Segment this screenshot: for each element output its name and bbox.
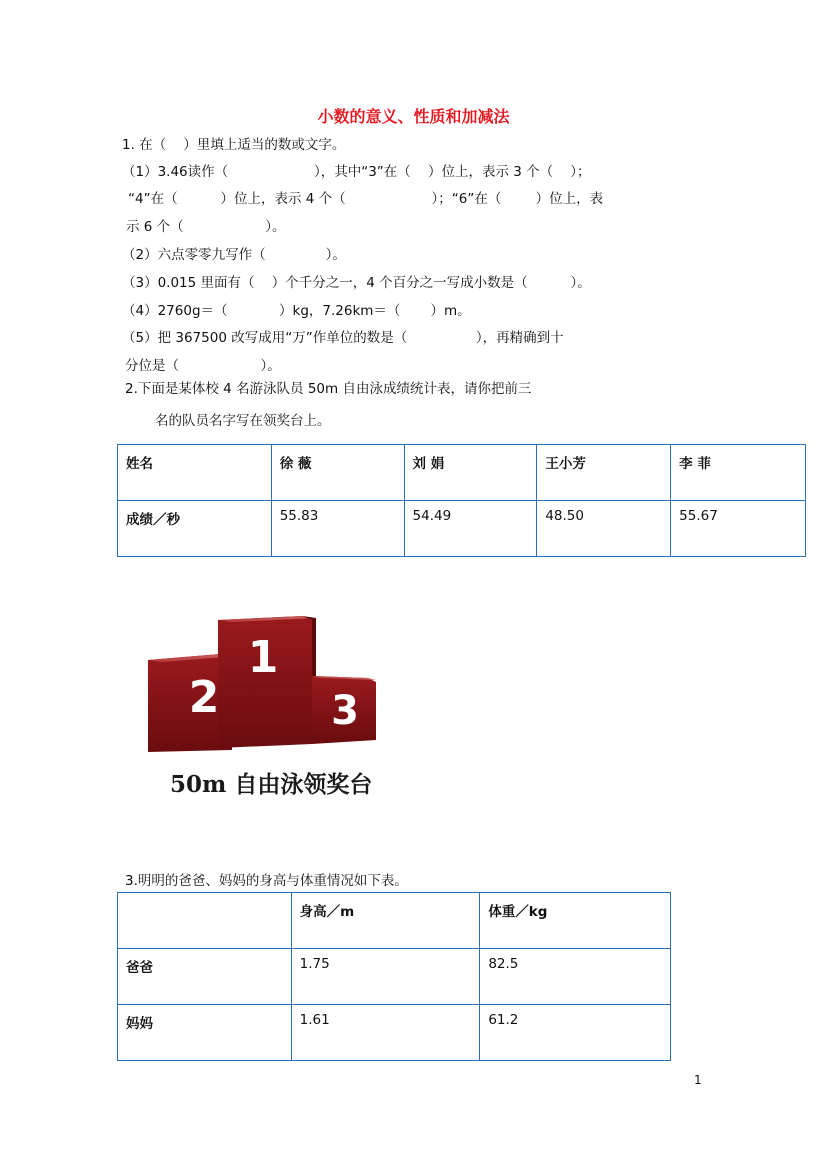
table-row bbox=[118, 445, 806, 501]
swim-results-table bbox=[117, 444, 806, 557]
page-number: 1 bbox=[694, 1073, 702, 1087]
table-cell: 1.61 bbox=[291, 1005, 480, 1061]
q1-part1-line3: 示 6 个（ ）。 bbox=[126, 219, 286, 235]
podium-caption: 50m 自由泳领奖台 bbox=[170, 771, 373, 798]
table-cell: 82.5 bbox=[480, 949, 671, 1005]
q1-part5-line2: 分位是（ ）。 bbox=[125, 358, 281, 374]
q1-part1-line2: “4”在（ ）位上，表示 4 个（ ）；“6”在（ ）位上，表 bbox=[128, 191, 604, 207]
table-cell: 李 菲 bbox=[671, 445, 806, 501]
table-cell: 55.67 bbox=[671, 501, 806, 557]
q1-part2: （2）六点零零九写作（ ）。 bbox=[122, 247, 346, 263]
table-cell: 61.2 bbox=[480, 1005, 671, 1061]
q1-part3: （3）0.015 里面有（ ）个千分之一，4 个百分之一写成小数是（ ）。 bbox=[122, 275, 591, 291]
podium-label-second: 2 bbox=[188, 672, 220, 723]
table-cell: 妈妈 bbox=[118, 1005, 292, 1061]
table-cell: 成绩／秒 bbox=[118, 501, 272, 557]
q3-stem: 3.明明的爸爸、妈妈的身高与体重情况如下表。 bbox=[125, 873, 408, 889]
height-weight-table bbox=[117, 892, 671, 1061]
table-cell: 王小芳 bbox=[537, 445, 671, 501]
table-row bbox=[118, 893, 671, 949]
page-title: 小数的意义、性质和加减法 bbox=[317, 107, 510, 126]
podium-label-third: 3 bbox=[331, 688, 359, 734]
podium-label-first: 1 bbox=[247, 632, 279, 683]
table-cell: 爸爸 bbox=[118, 949, 292, 1005]
q1-part5-line1: （5）把 367500 改写成用“万”作单位的数是（ ），再精确到十 bbox=[122, 330, 564, 346]
table-row bbox=[118, 949, 671, 1005]
q2-stem-line1: 2.下面是某体校 4 名游泳队员 50m 自由泳成绩统计表，请你把前三 bbox=[125, 381, 532, 397]
table-cell: 徐 薇 bbox=[271, 445, 404, 501]
table-cell: 55.83 bbox=[271, 501, 404, 557]
table-cell bbox=[118, 893, 292, 949]
table-row bbox=[118, 1005, 671, 1061]
podium-image bbox=[140, 612, 380, 762]
q2-stem-line2: 名的队员名字写在领奖台上。 bbox=[155, 413, 331, 429]
q1-stem: 1. 在（ ）里填上适当的数或文字。 bbox=[122, 137, 346, 153]
table-row bbox=[118, 501, 806, 557]
table-cell: 体重／kg bbox=[480, 893, 671, 949]
table-cell: 刘 娟 bbox=[404, 445, 537, 501]
table-cell: 48.50 bbox=[537, 501, 671, 557]
table-cell: 1.75 bbox=[291, 949, 480, 1005]
q1-part1-line1: （1）3.46读作（ ），其中“3”在（ ）位上，表示 3 个（ ）； bbox=[122, 164, 591, 180]
table-cell: 姓名 bbox=[118, 445, 272, 501]
q1-part4: （4）2760g＝（ ）kg，7.26km＝（ ）m。 bbox=[122, 303, 471, 319]
table-cell: 54.49 bbox=[404, 501, 537, 557]
table-cell: 身高／m bbox=[291, 893, 480, 949]
